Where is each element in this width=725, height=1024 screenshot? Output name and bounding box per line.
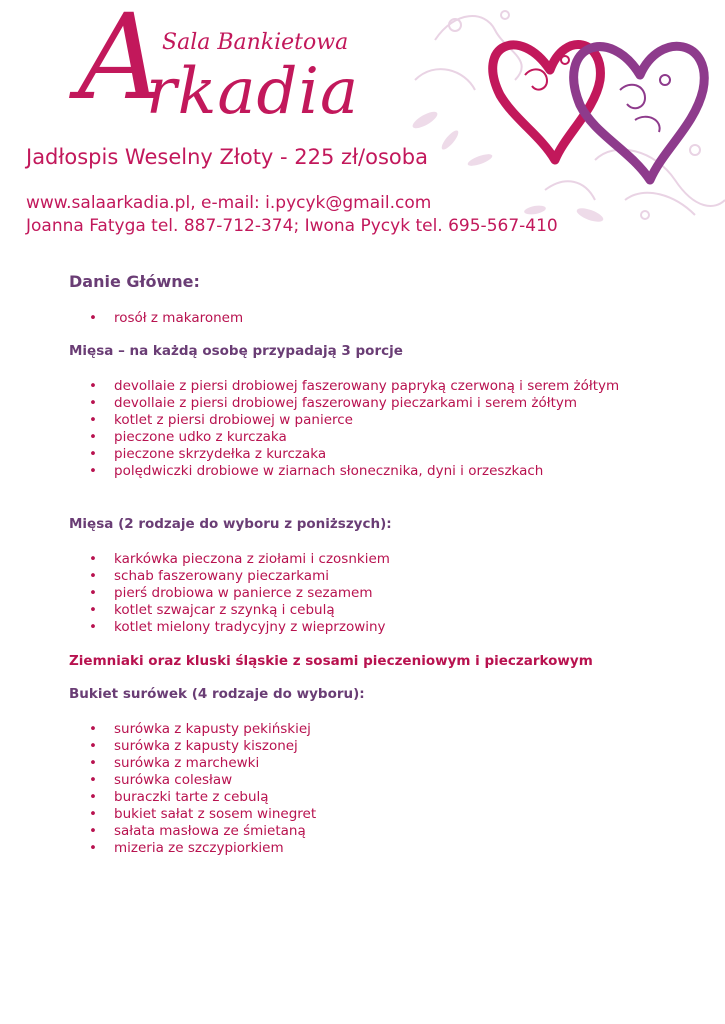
section-heading-potatoes: Ziemniaki oraz kluski śląskie z sosami pieczeniowym i pieczarkowym: [69, 653, 593, 669]
logo-subtitle: Sala Bankietowa: [162, 30, 349, 55]
meats-2-list: [69, 551, 689, 636]
list-item: • polędwiczki drobiowe w ziarnach słonecznika, dyni i orzeszkach: [89, 463, 544, 479]
list-item: • devollaie z piersi drobiowej faszerowany pieczarkami i serem żółtym: [89, 395, 578, 411]
contact-web-email: www.salaarkadia.pl, e-mail: i.pycyk@gmail.com: [26, 193, 432, 213]
list-item: • schab faszerowany pieczarkami: [89, 568, 329, 584]
section-heading-main-dishes: Danie Główne:: [69, 272, 200, 291]
list-item: • pieczone udko z kurczaka: [89, 429, 287, 445]
list-item: • bukiet sałat z sosem winegret: [89, 806, 317, 822]
list-item: • buraczki tarte z cebulą: [89, 789, 269, 805]
list-item: • devollaie z piersi drobiowej faszerowany papryką czerwoną i serem żółtym: [89, 378, 620, 394]
list-item: • pieczone skrzydełka z kurczaka: [89, 446, 327, 462]
logo-name: rkadia: [146, 55, 360, 129]
section-heading-salads: Bukiet surówek (4 rodzaje do wyboru):: [69, 686, 365, 702]
list-item: • surówka colesław: [89, 772, 233, 788]
salads-list: [69, 721, 689, 857]
list-item: • rosół z makaronem: [89, 310, 244, 326]
list-item: • kotlet mielony tradycyjny z wieprzowiny: [89, 619, 386, 635]
list-item: • karkówka pieczona z ziołami i czosnkiem: [89, 551, 390, 567]
list-item: • sałata masłowa ze śmietaną: [89, 823, 306, 839]
list-item: • mizeria ze szczypiorkiem: [89, 840, 284, 856]
contact-phones: Joanna Fatyga tel. 887-712-374; Iwona Pycyk tel. 695-567-410: [26, 216, 558, 236]
arkadia-logo: [78, 0, 378, 129]
list-item: • surówka z marchewki: [89, 755, 260, 771]
list-item: • kotlet z piersi drobiowej w panierce: [89, 412, 353, 428]
menu-title: Jadłospis Weselny Złoty - 225 zł/osoba: [26, 145, 428, 169]
list-item: • kotlet szwajcar z szynką i cebulą: [89, 602, 335, 618]
list-item: • pierś drobiowa w panierce z sezamem: [89, 585, 373, 601]
main-dishes-list: [69, 310, 689, 327]
logo-letter-a: A: [78, 0, 164, 126]
meats-3-list: [69, 378, 689, 480]
section-heading-meats-3: Mięsa – na każdą osobę przypadają 3 porcje: [69, 343, 403, 359]
menu-content: [69, 272, 689, 857]
list-item: • surówka z kapusty pekińskiej: [89, 721, 311, 737]
menu-header: [26, 144, 558, 238]
section-heading-meats-2: Mięsa (2 rodzaje do wyboru z poniższych):: [69, 516, 392, 532]
list-item: • surówka z kapusty kiszonej: [89, 738, 298, 754]
